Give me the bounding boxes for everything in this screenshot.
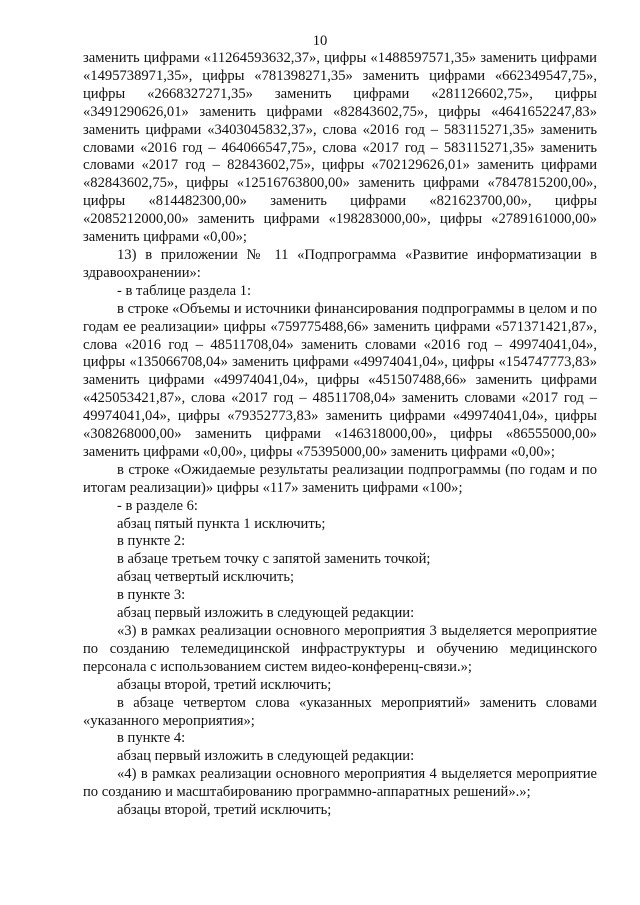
paragraph: в строке «Ожидаемые результаты реализации подпрограммы (по годам и по итогам реализации)» цифры «117» заменить цифрами «100»; — [83, 461, 597, 496]
paragraph: - в таблице раздела 1: — [117, 282, 252, 299]
paragraph: абзацы второй, третий исключить; — [117, 676, 332, 693]
paragraph: заменить цифрами «11264593632,37», цифры «1488597571,35» заменить цифрами «1495738971,35», цифры «781398271,35» заменить цифрами «662349547,75», цифры «2668327271,35» заменить цифрами «281126602,75», цифры «3491290626,01» заменить цифрами «82843602,75», цифры «4641652247,83» заменить цифрами «3403045832,37», слова «2016 год – 583115271,35» заменить словами «2016 год – 464066547,75», слова «2017 год – 583115271,35» заменить словами «2017 год – 82843602,75», цифры «702129626,01» заменить цифрами «82843602,75», цифры «12516763800,00» заменить цифрами «7847815200,00», цифры «814482300,00» заменить цифрами «821623700,00», цифры «2085212000,00» заменить цифрами «198283000,00», цифры «2789161000,00» заменить цифрами «0,00»; — [83, 50, 597, 246]
paragraph: абзац первый изложить в следующей редакции: — [117, 605, 415, 622]
paragraph: в пункте 3: — [117, 587, 186, 604]
paragraph: в абзаце третьем точку с запятой заменить точкой; — [117, 551, 431, 568]
paragraph: в пункте 2: — [117, 533, 186, 550]
paragraph: в пункте 4: — [117, 730, 186, 747]
paragraph: в строке «Объемы и источники финансирования подпрограммы в целом и по годам ее реализации» цифры «759775488,66» заменить цифрами «571371421,87», слова «2016 год – 48511708,04» заменить словами «2016 год – 49974041,04», цифры «135066708,04» заменить цифрами «49974041,04», цифры «154747773,83» заменить цифрами «49974041,04», цифры «451507488,66» заменить цифрами «425053421,87», слова «2017 год – 48511708,04» заменить словами «2017 год – 49974041,04», цифры «79352773,83» заменить цифрами «49974041,04», цифры «308268000,00» заменить цифрами «146318000,00», цифры «86555000,00» заменить цифрами «0,00», цифры «75395000,00» заменить цифрами «0,00»; — [83, 300, 597, 460]
paragraph: «4) в рамках реализации основного мероприятия 4 выделяется мероприятие по созданию и масштабированию программно-аппаратных решений».»; — [83, 766, 597, 801]
paragraph: абзацы второй, третий исключить; — [117, 802, 332, 819]
paragraph: абзац четвертый исключить; — [117, 569, 295, 586]
document-body — [83, 50, 597, 820]
paragraph: - в разделе 6: — [117, 497, 198, 514]
page-number: 10 — [312, 33, 328, 49]
paragraph: «3) в рамках реализации основного мероприятия 3 выделяется мероприятие по созданию телемедицинской инфраструктуры и обучению медицинского персонала с использованием систем видео-конференц-связи.»; — [83, 623, 597, 675]
paragraph: в абзаце четвертом слова «указанных мероприятий» заменить словами «указанного мероприятия»; — [83, 694, 597, 729]
paragraph: 13) в приложении № 11 «Подпрограмма «Развитие информатизации в здравоохранении»: — [83, 246, 597, 281]
paragraph: абзац пятый пункта 1 исключить; — [117, 515, 326, 532]
paragraph: абзац первый изложить в следующей редакции: — [117, 748, 415, 765]
